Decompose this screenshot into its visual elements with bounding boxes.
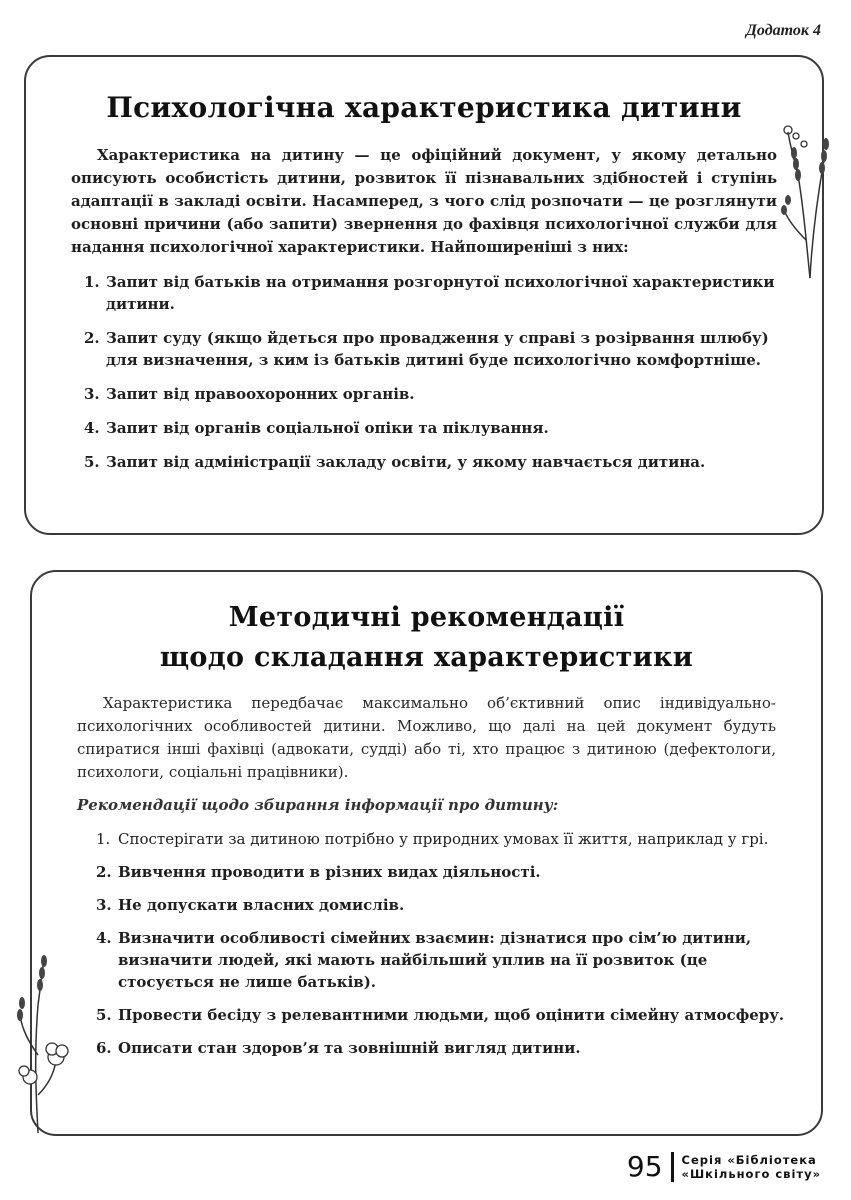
list-item-text: Запит від органів соціальної опіки та піклування. [106, 419, 549, 437]
list-item-text: Запит від адміністрації закладу освіти, у якому навчається дитина. [106, 453, 706, 471]
list-item-text: Визначити особливості сімейних взаємин: дізнатися про сім’ю дитини, визначити людей, які мають найбільший уплив на її розвиток (це стосується не лише батьків). [118, 929, 752, 991]
list-item [84, 417, 777, 439]
list-item-text: Запит від батьків на отримання розгорнутої психологічної характеристики дитини. [106, 273, 775, 313]
list-item [84, 451, 777, 473]
section2-list [96, 828, 791, 1059]
list-item-text: Спостерігати за дитиною потрібно у природних умовах її життя, наприклад у грі. [118, 830, 769, 848]
series-line1: Серія «Бібліотека [681, 1153, 817, 1167]
list-item-text: Запит від правоохоронних органів. [106, 385, 415, 403]
lavender-flower-icon [776, 120, 836, 280]
list-item-number: 2. [96, 863, 112, 881]
section-psych-characteristic [24, 55, 824, 535]
page-footer [627, 1152, 821, 1182]
list-item-number: 5. [96, 1006, 112, 1024]
list-item [96, 828, 791, 850]
list-item-number: 1. [84, 273, 100, 291]
list-item-number: 6. [96, 1039, 112, 1057]
section2-title-line1: Методичні рекомендації [228, 602, 625, 633]
list-item-number: 1. [96, 830, 111, 848]
page-number: 95 [627, 1152, 674, 1182]
section-methodical-recommendations [30, 570, 823, 1136]
list-item [96, 1004, 791, 1026]
list-item [96, 894, 791, 916]
list-item-number: 5. [84, 453, 100, 471]
list-item [96, 927, 791, 993]
series-line2: «Шкільного світу» [681, 1167, 821, 1181]
list-item [84, 383, 777, 405]
list-item-text: Описати стан здоров’я та зовнішній вигляд дитини. [118, 1039, 581, 1057]
list-item-number: 2. [84, 329, 100, 347]
list-item [96, 861, 791, 883]
section2-title [32, 598, 821, 678]
list-item-number: 3. [84, 385, 100, 403]
list-item-number: 3. [96, 896, 112, 914]
series-title [674, 1153, 821, 1181]
section1-intro: Характеристика на дитину — це офіційний документ, у якому детально описують особистість дитини, розвиток її пізнавальних здібностей і ступінь адаптації в закладі освіти. Насамперед, з чого слід розпочати — це розглянути основні причини (або запити) звернення до фахівця психологічної служби для надання психологічної характеристики. Найпоширеніші з них: [71, 146, 777, 256]
section2-subheading: Рекомендації щодо збирання інформації про дитину: [77, 796, 559, 814]
appendix-label: Додаток 4 [746, 22, 821, 39]
section2-intro: Характеристика передбачає максимально об’єктивний опис індивідуально-психологічних особливостей дитини. Можливо, що далі на цей документ будуть спиратися інші фахівці (адвокати, судді) або ті, хто працює з дитиною (дефектологи, психологи, соціальні працівники). [77, 694, 776, 781]
section1-title: Психологічна характеристика дитини [106, 91, 742, 124]
list-item [84, 327, 777, 371]
section1-list [84, 271, 777, 473]
section2-title-line2: щодо складання характеристики [159, 642, 694, 673]
list-item-text: Вивчення проводити в різних видах діяльності. [118, 863, 541, 881]
list-item-text: Не допускати власних домислів. [118, 896, 405, 914]
list-item-number: 4. [96, 929, 112, 947]
list-item [84, 271, 777, 315]
list-item-text: Запит суду (якщо йдеться про провадження у справі з розірвання шлюбу) для визначення, з ким із батьків дитині буде психологічно комфортніше. [106, 329, 769, 369]
wildflower-icon [8, 945, 70, 1135]
list-item [96, 1037, 791, 1059]
list-item-number: 4. [84, 419, 100, 437]
list-item-text: Провести бесіду з релевантними людьми, щоб оцінити сімейну атмосферу. [118, 1006, 785, 1024]
